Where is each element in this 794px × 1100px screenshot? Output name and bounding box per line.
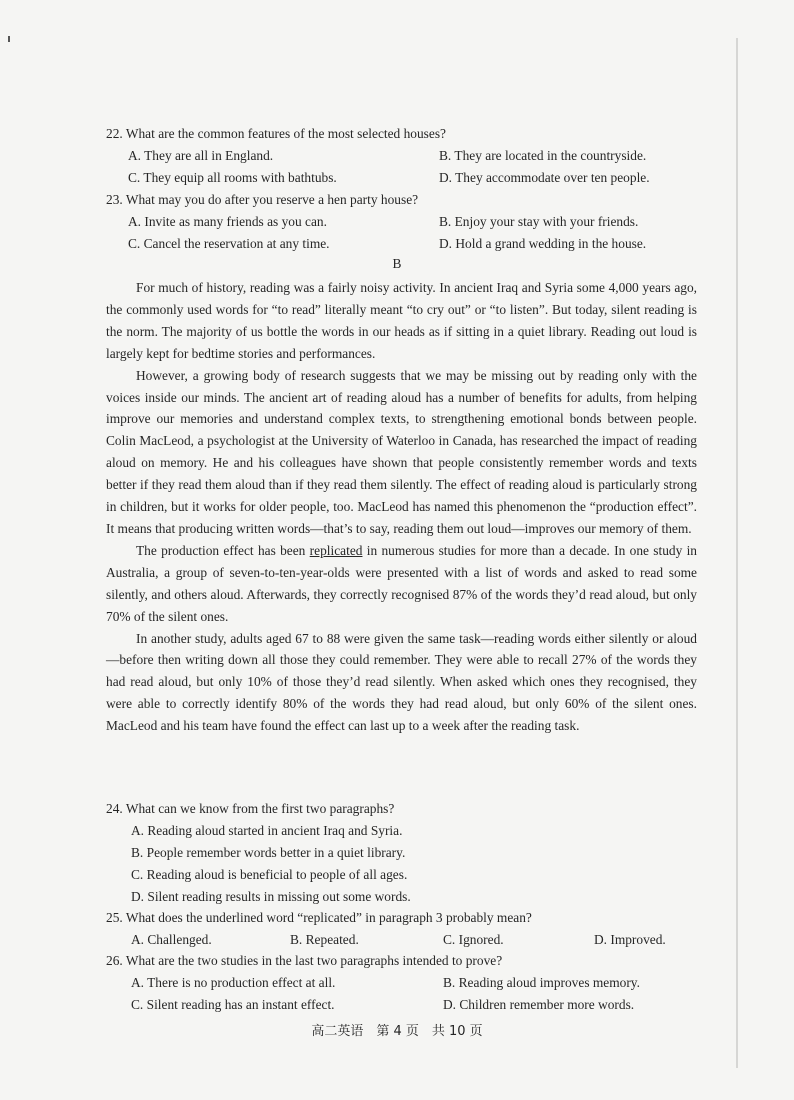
reading-passage [106,277,697,737]
question-22-option-d: D. They accommodate over ten people. [439,170,650,185]
question-22-option-b: B. They are located in the countryside. [439,148,647,163]
underlined-word: replicated [309,542,363,558]
question-22-stem: 22. What are the common features of the most selected houses? [106,126,446,141]
question-26-option-c: C. Silent reading has an instant effect. [131,997,335,1012]
paragraph-4: In another study, adults aged 67 to 88 were given the same task—reading words either silently or aloud—before then writing down all those they could remember. They were able to recall 27% of the words they had read aloud, but only 10% of those they’d read silently. When asked which ones they recognised, they were able to correctly identify 80% of the words they had read aloud, but only 60% of the silent ones. MacLeod and his team have found the effect can last up to a week after the reading task. [106,630,697,734]
question-25-option-b: B. Repeated. [290,932,359,947]
question-25-option-c: C. Ignored. [443,932,504,947]
scan-mark [8,36,10,42]
question-24-option-d: D. Silent reading results in missing out some words. [131,889,411,904]
question-25-stem: 25. What does the underlined word “replicated” in paragraph 3 probably mean? [106,910,532,925]
question-26-stem: 26. What are the two studies in the last two paragraphs intended to prove? [106,953,503,968]
question-24-option-a: A. Reading aloud started in ancient Iraq and Syria. [131,823,403,838]
question-23-stem: 23. What may you do after you reserve a hen party house? [106,192,419,207]
question-23-option-c: C. Cancel the reservation at any time. [128,236,330,251]
question-25-option-a: A. Challenged. [131,932,212,947]
question-26-option-d: D. Children remember more words. [443,997,635,1012]
question-23-option-a: A. Invite as many friends as you can. [128,214,327,229]
question-23-option-b: B. Enjoy your stay with your friends. [439,214,639,229]
question-23-option-d: D. Hold a grand wedding in the house. [439,236,647,251]
page-edge-line [736,38,738,1068]
paragraph-1: For much of history, reading was a fairly noisy activity. In ancient Iraq and Syria some 4,000 years ago, the commonly used words for “to read” literally meant “to cry out” or “to listen”. But today, silent reading is the norm. The majority of us bottle the words in our heads as if sitting in a quiet library. Reading out loud is largely kept for bedtime stories and performances. [106,280,697,361]
question-24-option-b: B. People remember words better in a quiet library. [131,845,406,860]
section-b-heading: B [392,256,402,271]
question-25-option-d: D. Improved. [594,932,666,947]
question-26-option-b: B. Reading aloud improves memory. [443,975,640,990]
paragraph-2: However, a growing body of research suggests that we may be missing out by reading only with the voices inside our minds. The ancient art of reading aloud has a number of benefits for adults, from helping improve our memories and understand complex texts, to strengthening emotional bonds between people. Colin MacLeod, a psychologist at the University of Waterloo in Canada, has researched the impact of reading aloud on memory. He and his colleagues have shown that people consistently remember words and texts better if they read them aloud than if they read them silently. The effect of reading aloud is particularly strong in children, but it works for older people, too. MacLeod has named this phenomenon the “production effect”. It means that producing written words—that’s to say, reading them out loud—improves our memory of them. [106,367,697,536]
question-26-option-a: A. There is no production effect at all. [131,975,336,990]
question-22-option-c: C. They equip all rooms with bathtubs. [128,170,337,185]
question-24-stem: 24. What can we know from the first two paragraphs? [106,801,395,816]
question-22-option-a: A. They are all in England. [128,148,274,163]
paragraph-3 [106,540,697,628]
paragraph-3-end: in numerous studies for more than a decade. In one study in Australia, a group of seven-to-ten-year-olds were presented with a list of words and asked to read some silently, and others aloud. Afterwards, they correctly recognised 87% of the words they’d read aloud, but only 70% of the silent ones. [106,542,697,624]
page-footer: 高二英语 第 4 页 共 10 页 [311,1024,483,1039]
question-24-option-c: C. Reading aloud is beneficial to people of all ages. [131,867,408,882]
paragraph-3-start: The production effect has been [136,542,310,558]
